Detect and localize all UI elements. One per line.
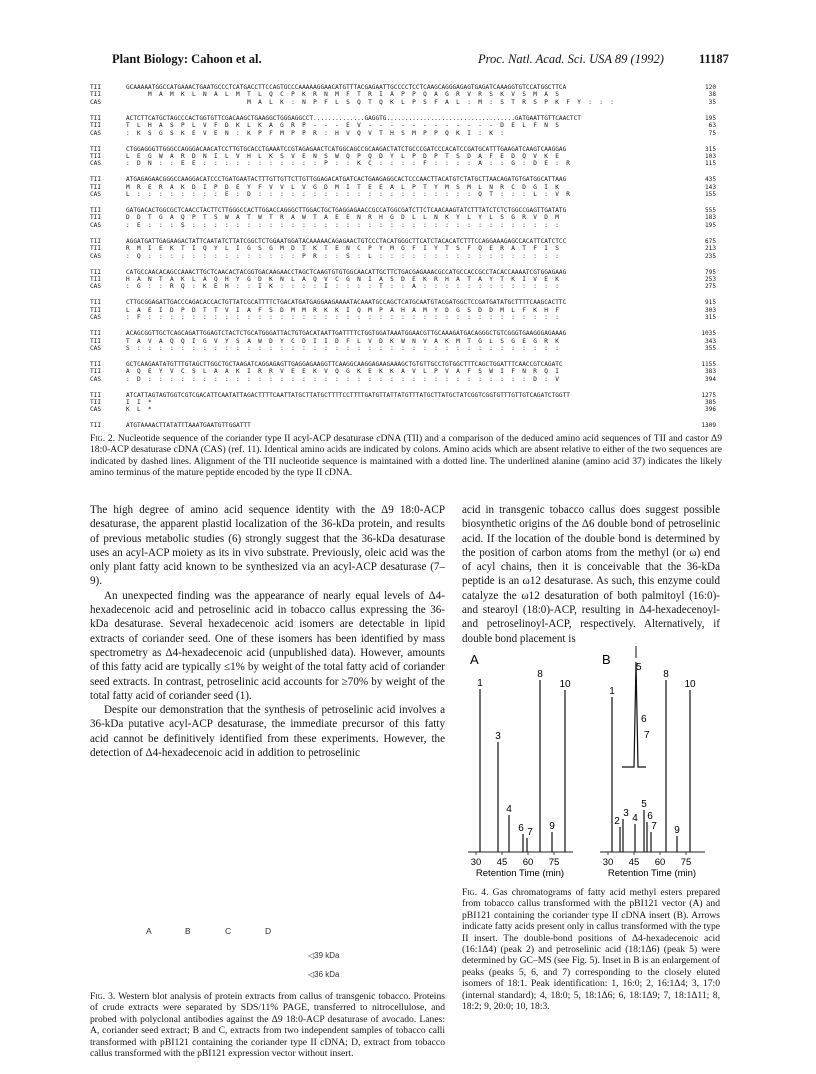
sequence-position: 235 <box>704 252 716 260</box>
sequence-label: TII <box>90 237 102 245</box>
paragraph-2: An unexpected finding was the appearance of nearly equal levels of Δ4-hexadecenoic acid and petroselinic acid in tobacco callus expressing the 36-kDa desaturase. Several hexadecenoic acid isomers are detectable in lipid extracts of coriander seed. One of these isomers has been identified by mass spectrometry as Δ4-hexadecenoic acid (unpublished data). However, amounts of this fatty acid are typically ≤1% by weight of the total fatty acid of coriander seed extracts. In contrast, petroselinic acid accounts for ≥70% by weight of the total fatty acid of coriander seed (1). <box>90 589 445 702</box>
sequence-position: 103 <box>704 152 716 160</box>
inset-peak-label: 7 <box>644 730 650 741</box>
sequence-text: A Q E Y V C S L A A K I R R V E E K V Q G K E K K A V L P V A F S W I F N R Q I <box>126 368 559 376</box>
sequence-label: TII <box>90 122 102 130</box>
fig4-caption-label: Fig. 4. <box>462 887 489 898</box>
peak-label: 7 <box>651 821 657 832</box>
sequence-text: : D : : : : : : : : : : : : : : : : : : : : : : : : : : : : : : : : : : : D : V <box>126 375 559 383</box>
sequence-label: TII <box>90 330 102 338</box>
sequence-label: TII <box>90 299 102 307</box>
fig3-caption-label: Fig. 3. <box>90 991 116 1002</box>
sequence-label: CAS <box>90 344 102 352</box>
sequence-position: 675 <box>704 237 716 245</box>
sequence-line <box>90 130 720 137</box>
lane-label-d: D <box>265 926 272 936</box>
x-axis-label: Retention Time (min) <box>607 868 697 879</box>
peak-label: 9 <box>674 825 680 836</box>
sequence-text: M R E R A K D I P D E Y F V V L V G D M I T E E A L P T Y M S M L N R C D G I K <box>126 183 559 191</box>
sequence-text: D D T G A Q P T S W A T W T R A W T A E E N R H G D L L N K Y L Y L S G R V D M <box>126 214 559 222</box>
sequence-block <box>90 176 720 198</box>
sequence-label: TII <box>90 145 102 153</box>
sequence-label: CAS <box>90 191 102 199</box>
sequence-label: TII <box>90 275 102 283</box>
sequence-text: L E G W A R D N I L V H L K S V E N S W Q P Q D Y L P D P T S D A F E D Q V K E <box>126 152 559 160</box>
peak-label: 6 <box>647 811 653 822</box>
sequence-text: ATGAGAGAACGGGCCAAGGACATCCCTGATGAATACTTTGTTGTTCTTGTTGGAGACATGATCACTGAAGAGGCACTCCCAACTTACATGTCTATGCTTAACAGATGTGATGGCATTAAG <box>126 176 567 184</box>
sequence-text: CTTGCGGAGATTGACCCAGACACCACTGTTATCGCATTTTCTGACATGATGAGGAAGAAAATACAAATGCCAGCTCATGCAATGTACGATGGCTCCGATGATATGCTTTTCAAGCACTTC <box>126 299 567 307</box>
sequence-text: GCTCAAGAATATGTTTGTAGCTTGGCTGCTAAGATCAGGAGAGTTGAGGAGAAGGTTCAAGGCAAGGAGAAGAAAGCTGTGTTGCCTGTGGCTTTCAGCTGGATTTCAACCGTCAGATC <box>126 360 563 368</box>
sequence-label: TII <box>90 207 102 215</box>
sequence-block <box>90 269 720 291</box>
sequence-position: 35 <box>708 98 716 106</box>
sequence-text: AGGATGATTGAGAAGACTATTCAATATCTTATCGGCTCTGGAATGGATACAAAAACAGAGAACTGTCCCTACATGGGCTTCATCTACACATCTTTCCAGGAAAGAGCCACATTCATCTCC <box>126 237 567 245</box>
sequence-line <box>90 222 720 229</box>
inset-peak-label: 6 <box>641 714 647 725</box>
sequence-line <box>90 99 720 106</box>
peak-label: 5 <box>641 799 647 810</box>
x-tick-label: 60 <box>522 857 534 868</box>
paragraph-3: Despite our demonstration that the synthesis of petroselinic acid involves a 36-kDa putative acyl-ACP desaturase, the immediate precursor of this fatty acid cannot be definitively identified from these experiments. However, the detection of Δ4-hexadecenoic acid in addition to petroselinic <box>90 704 445 760</box>
sequence-label: CAS <box>90 283 102 291</box>
sequence-block <box>90 207 720 229</box>
sequence-label: TII <box>90 337 102 345</box>
peak-label: 7 <box>527 827 533 838</box>
fig4-caption-text: Gas chromatograms of fatty acid methyl esters prepared from tobacco callus transformed with the pBI121 vector (A) and pBI121 containing the coriander type II cDNA insert (B). Arrows indicate fatty acids present only in callus transformed with the type II insert. The double-bond positions of Δ4-hexadecenoic acid (16:1Δ4) (peak 2) and petroselinic acid (18:1Δ6) (peak 5) were determined by GC–MS (see Fig. 5). Inset in B is an enlargement of peaks (peaks 5, 6, and 7) corresponding to the closely eluted isomers of 18:1. Peak identification: 1, 16:0; 2, 16:1Δ4; 3, 17:0 (internal standard); 4, 18:0; 5, 18:1Δ6; 6, 18:1Δ9; 7, 18:1Δ11; 8, 18:2; 9, 20:0; 10, 18:3. <box>462 887 720 1013</box>
sequence-position: 355 <box>704 344 716 352</box>
sequence-line <box>90 207 720 214</box>
sequence-label: CAS <box>90 314 102 322</box>
sequence-text: ATCATTAGTAGTGGTCGTCGACATTCAATATTAGACTTTTCAATTATGCTTATGCTTTTCCTTTTGATGTTATTATGTTTATGCTTATGCTATCGGTCGGTGTTTGTTGTCAGATCTGGTT <box>126 391 570 399</box>
peak-label: 4 <box>506 804 512 815</box>
sequence-label: CAS <box>90 406 102 414</box>
fig2-caption-label: Fig. 2. <box>90 433 116 444</box>
sequence-position: 915 <box>704 299 716 307</box>
sequence-line <box>90 160 720 167</box>
sequence-text: ATGTAAAACTTATATTTAAATGAATGTTGGATTT <box>126 422 251 430</box>
x-tick-label: 30 <box>602 857 614 868</box>
sequence-label: TII <box>90 183 102 191</box>
sequence-line <box>90 276 720 283</box>
peak-label: 4 <box>632 813 638 824</box>
sequence-block <box>90 238 720 260</box>
lane-label-a: A <box>146 926 152 936</box>
peak-label: 8 <box>537 669 543 680</box>
peak-label: 6 <box>518 823 524 834</box>
fig2-caption-text: Nucleotide sequence of the coriander type II acyl-ACP desaturase cDNA (TII) and a comparison of the deduced amino acid sequences of TII and castor Δ9 18:0-ACP desaturase cDNA (CAS) (ref. 11). Identical amino acids are indicated by colons. Amino acids which are absent relative to either of the two sequences are indicated by dashed lines. Alignment of the TII nucleotide sequence is maintained with a dotted line. The underlined alanine (amino acid 37) indicates the likely amino terminus of the mature peptide encoded by the type II cDNA. <box>90 433 722 479</box>
sequence-label: TII <box>90 114 102 122</box>
sequence-line <box>90 392 720 399</box>
sequence-block <box>90 146 720 168</box>
sequence-label: CAS <box>90 221 102 229</box>
panel-letter: B <box>602 652 611 667</box>
sequence-line <box>90 307 720 314</box>
sequence-line <box>90 345 720 352</box>
sequence-position: 213 <box>704 245 716 253</box>
sequence-line <box>90 269 720 276</box>
sequence-line <box>90 399 720 406</box>
sequence-position: 383 <box>704 368 716 376</box>
fig3-caption <box>90 991 445 1059</box>
sequence-line <box>90 191 720 198</box>
sequence-line <box>90 361 720 368</box>
sequence-line <box>90 376 720 383</box>
sequence-line <box>90 406 720 413</box>
sequence-text: H A N T A K L A Q H Y G D K N L A Q V C G N I A S D E K R H A T A Y T K I V E K <box>126 275 559 283</box>
sequence-label: CAS <box>90 160 102 168</box>
left-column-text <box>90 503 445 760</box>
sequence-text: I I * <box>126 399 152 407</box>
inset-peak-label: 5 <box>636 662 642 673</box>
sequence-position: 435 <box>704 176 716 184</box>
sequence-block <box>90 330 720 352</box>
sequence-position: 195 <box>704 114 716 122</box>
sequence-position: 315 <box>704 145 716 153</box>
sequence-block <box>90 84 720 106</box>
peak-label: 1 <box>477 678 483 689</box>
fig4-caption <box>462 887 720 1012</box>
peak-label: 8 <box>663 669 669 680</box>
sequence-position: 795 <box>704 268 716 276</box>
sequence-position: 275 <box>704 283 716 291</box>
x-tick-label: 30 <box>470 857 482 868</box>
sequence-position: 1155 <box>701 360 716 368</box>
sequence-label: TII <box>90 268 102 276</box>
sequence-label: TII <box>90 360 102 368</box>
sequence-line <box>90 314 720 321</box>
sequence-text: : D N : : E E : : : : : : : : : : : P : : K C : : : : F : : : : A : : G : D E : R <box>126 160 570 168</box>
peak-label: 10 <box>684 679 696 690</box>
sequence-line <box>90 238 720 245</box>
gc-chromatograms <box>460 642 720 882</box>
peak-label: 2 <box>614 816 620 827</box>
x-tick-label: 75 <box>548 857 560 868</box>
right-paragraph: acid in transgenic tobacco callus does suggest possible biosynthetic origins of the Δ6 double bond of petroselinic acid. If the location of the double bond is determined by the position of carbon atoms from the methyl (or ω) end of acyl chains, then it is conceivable that the 36-kDa peptide is an ω12 desaturase. As such, this enzyme could catalyze the ω12 desaturation of both palmitoyl (16:0)- and stearoyl (18:0)-ACP, resulting in Δ4-hexadecenoyl- and petroselinoyl-ACP, respectively. Alternatively, if double bond placement is <box>462 504 720 645</box>
peak-label: 10 <box>559 679 571 690</box>
sequence-line <box>90 330 720 337</box>
sequence-line <box>90 176 720 183</box>
sequence-line <box>90 299 720 306</box>
sequence-text: GATGACACTGGCGCTCAACCTACTTCTTGGGCCACTTGGACCAGGGCTTGGACTGCTGAGGAGAACCGCCATGGCGATCTTCTCAACAAGTATCTTTATCTCTCTGGCCGAGTTGATATG <box>126 207 567 215</box>
sequence-line <box>90 122 720 129</box>
sequence-label: TII <box>90 368 102 376</box>
sequence-line <box>90 214 720 221</box>
sequence-text: L : : : : : : : : E : D : : : : : : : : : : : : : : : : : : : : Q T : : : L : V R <box>126 191 570 199</box>
sequence-label: TII <box>90 245 102 253</box>
running-head-journal: Proc. Natl. Acad. Sci. USA 89 (1992) <box>478 52 664 66</box>
sequence-text: CTGGAGGGTTGGGCCAGGGACAACATCCTTGTGCACCTGAAATCCGTAGAGAACTCATGGCAGCCGCAAGACTATCTGCCCGATCCCACATCCGATGCATTTGAAGATCAAGTCAAGGAG <box>126 145 567 153</box>
peak-label: 3 <box>495 731 501 742</box>
gc-panel-a <box>468 652 573 879</box>
sequence-label: CAS <box>90 252 102 260</box>
sequence-label: CAS <box>90 129 102 137</box>
sequence-position: 183 <box>704 214 716 222</box>
lane-label-b: B <box>185 926 191 936</box>
sequence-text: ACTCTTCATGCTAGCCCACTGGTGTTCGACAAGCTGAAGGCTGGGAGGCCT..............GAGGTG...................................GATGAATTGTTCAACTCT <box>126 114 581 122</box>
sequence-position: 315 <box>704 314 716 322</box>
sequence-position: 195 <box>704 221 716 229</box>
sequence-block <box>90 422 720 429</box>
sequence-position: 120 <box>704 84 716 91</box>
sequence-position: 1035 <box>701 330 716 338</box>
sequence-line <box>90 338 720 345</box>
marker-36kda: ◁36 kDa <box>308 970 340 979</box>
sequence-line <box>90 283 720 290</box>
sequence-text: ACAGCGGTTGCTCAGCAGATTGGAGTCTACTCTGCATGGGATTACTGTGACATAATTGATTTTCTGGTGGATAAATGGAACGTTGCAAAGATGACAGGGCTGTCGGGTGAAGGGAGAAAG <box>126 330 567 338</box>
sequence-label: TII <box>90 306 102 314</box>
sequence-text: T L H A S P L V F D K L K A G R P - - - E V - - - - - - - - - - - - D E L F N S <box>126 122 559 130</box>
page-number: 11187 <box>699 52 729 66</box>
sequence-text: M A L K : N P F L S Q T Q K L P S F A L : M : S T R S P K F Y : : : <box>126 98 614 106</box>
x-tick-label: 45 <box>628 857 640 868</box>
sequence-text: GCAAAAATGGCCATGAAACTGAATGCCCTCATGACCTTCCAGTGCCCAAAAAGGAACATGTTTACGAGAATTGCCCCTCCTCAAGCAGGGAGAGTGAGATCAAAGGTGTCCATGGCTTCA <box>126 84 567 91</box>
sequence-text: T A V A Q Q I G V Y S A W D Y C D I I D F L V D K W N V A K M T G L S G E G R K <box>126 337 559 345</box>
sequence-line <box>90 184 720 191</box>
sequence-block <box>90 299 720 321</box>
x-tick-label: 45 <box>496 857 508 868</box>
sequence-position: 75 <box>708 129 716 137</box>
sequence-line <box>90 115 720 122</box>
x-axis-label: Retention Time (min) <box>475 868 565 879</box>
gc-figure-svg <box>460 642 720 882</box>
sequence-line <box>90 153 720 160</box>
sequence-label: TII <box>90 422 102 430</box>
sequence-text: R M I E K T I Q Y L I G S G M D T K T E N C P Y M G F I Y T S F Q E R A T F I S <box>126 245 559 253</box>
sequence-label: TII <box>90 399 102 407</box>
sequence-line <box>90 245 720 252</box>
peak-label: 3 <box>623 808 629 819</box>
sequence-alignment <box>90 84 720 438</box>
sequence-block <box>90 392 720 414</box>
marker-39kda: ◁39 kDa <box>308 951 340 960</box>
fig2-caption <box>90 433 722 479</box>
sequence-position: 343 <box>704 337 716 345</box>
sequence-position: 555 <box>704 207 716 215</box>
sequence-position: 115 <box>704 160 716 168</box>
sequence-position: 155 <box>704 191 716 199</box>
running-head-left: Plant Biology: Cahoon et al. <box>112 52 262 66</box>
sequence-label: TII <box>90 214 102 222</box>
paragraph-1: The high degree of amino acid sequence identity with the Δ9 18:0-ACP desaturase, the apparent plastid localization of the 36-kDa protein, and results of previous metabolic studies (6) strongly suggest that the 36-kDa desaturase uses an acyl-ACP moiety as its in vivo substrate. Previously, oleic acid was the only plant fatty acid known to be synthesized via an acyl-ACP desaturase (7–9). <box>90 504 445 588</box>
peak-label: 1 <box>609 686 615 697</box>
x-tick-label: 60 <box>654 857 666 868</box>
sequence-line <box>90 253 720 260</box>
sequence-text: : E : : : S : : : : : : : : : : : : : : : : : : : : : : : : : : : : : : : : : : <box>126 221 559 229</box>
sequence-text: : F : : : : : : : : : : : : : : : : : : : : : : : : : : : : : : : : : : : : : : <box>126 314 559 322</box>
sequence-position: 394 <box>704 375 716 383</box>
sequence-label: CAS <box>90 98 102 106</box>
sequence-line <box>90 422 720 429</box>
gc-panel-b <box>600 646 705 879</box>
sequence-label: CAS <box>90 375 102 383</box>
sequence-text: : K S G S K E V E N : K P F M P P R : H V Q V T H S M P P Q K I : K : <box>126 129 504 137</box>
sequence-position: 63 <box>708 122 716 130</box>
sequence-text: : Q : : : : : : : : : : : : : : P R : : S : L : : : : : : : : : : : : : : : : : <box>126 252 559 260</box>
sequence-text: S : : : : : : : : : : : : : : : : : : : : : : : : : : : : : : : : : : : : : : : <box>126 344 559 352</box>
sequence-line <box>90 84 720 91</box>
sequence-position: 1309 <box>701 422 716 430</box>
sequence-position: 396 <box>704 406 716 414</box>
sequence-text: CATGCCAACACAGCCAAACTTGCTCAACACTACGGTGACAAGAACCTAGCTCAAGTGTGTGGCAACATTGCTTCTGACGAGAAACGCCATGCCACCGCCTACACCAAAATCGTGGAGAAG <box>126 268 567 276</box>
sequence-text: M A M K L N A L M T L Q C P K R N M F T R I A P P Q A G R V R S K V S M A S <box>126 91 559 99</box>
sequence-line <box>90 146 720 153</box>
sequence-label: TII <box>90 91 102 99</box>
lane-label-c: C <box>225 926 232 936</box>
sequence-line <box>90 368 720 375</box>
sequence-text: K L * <box>126 406 152 414</box>
x-tick-label: 75 <box>680 857 692 868</box>
sequence-text: L A E I D P D T T V I A F S D M M R K K I Q M P A H A M Y D G S D D M L F K H F <box>126 306 559 314</box>
sequence-line <box>90 91 720 98</box>
sequence-position: 143 <box>704 183 716 191</box>
sequence-position: 385 <box>704 399 716 407</box>
sequence-label: TII <box>90 176 102 184</box>
sequence-label: TII <box>90 391 102 399</box>
peak-label: 9 <box>549 821 555 832</box>
panel-letter: A <box>470 652 479 667</box>
fig3-caption-text: Western blot analysis of protein extracts from callus of transgenic tobacco. Proteins of crude extracts were separated by SDS/11% PAGE, transferred to nitrocellulose, and probed with polyclonal antibodies against the Δ9 18:0-ACP desaturase of avocado. Lanes: A, coriander seed extract; B and C, extracts from two independent samples of tobacco calli transformed with pBI121 containing the coriander type II cDNA; D, extract from tobacco callus transformed with the pBI121 expression vector without insert. <box>90 991 445 1060</box>
sequence-position: 253 <box>704 275 716 283</box>
sequence-label: TII <box>90 152 102 160</box>
sequence-block <box>90 361 720 383</box>
right-column-text <box>462 503 720 646</box>
sequence-position: 303 <box>704 306 716 314</box>
sequence-block <box>90 115 720 137</box>
sequence-position: 38 <box>708 91 716 99</box>
sequence-position: 1275 <box>701 391 716 399</box>
sequence-label: TII <box>90 84 102 91</box>
sequence-text: : G : : R Q : K E H : : I K : : : : I : : : : T : : A : : : : : : : : : : : : : <box>126 283 559 291</box>
